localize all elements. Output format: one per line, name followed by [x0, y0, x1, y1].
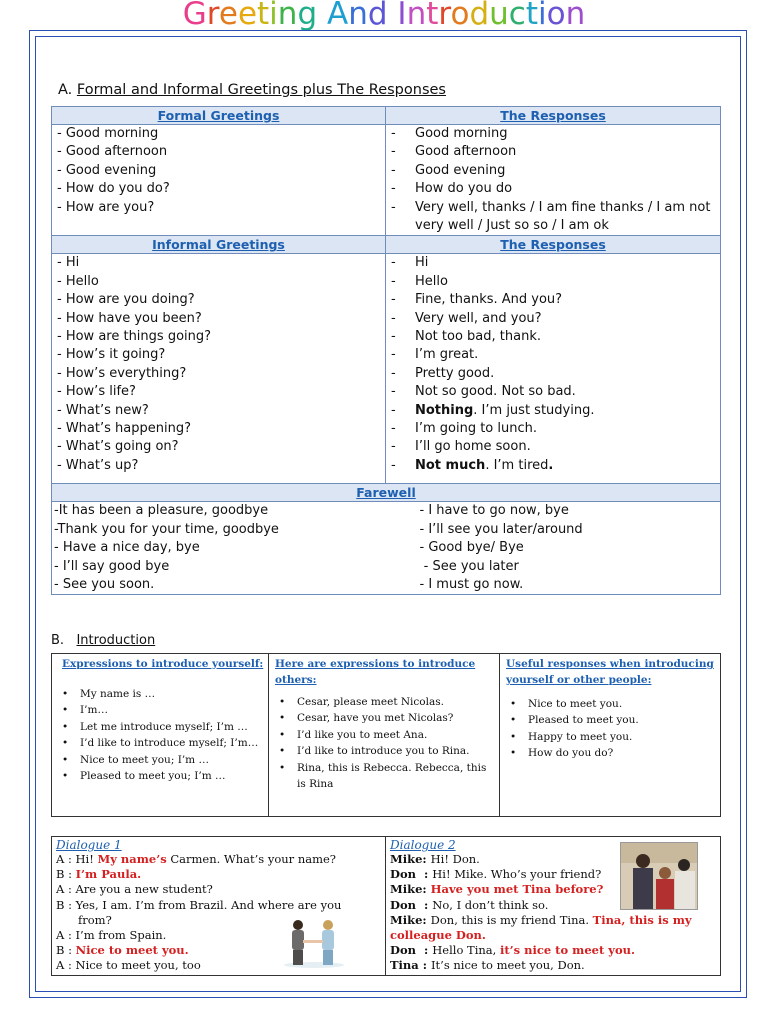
intro-responses-cell: [500, 654, 721, 817]
list-item: • I’m…: [56, 702, 264, 718]
list-item: - How’s it going?: [57, 347, 166, 363]
list-item: - Good bye/ Bye: [419, 540, 524, 556]
title-letter: [317, 0, 327, 32]
title-letter: n: [565, 0, 586, 32]
list-item: • Pleased to meet you; I’m …: [56, 768, 264, 784]
dialogue-line: A : Hi! My name’s Carmen. What’s your name?: [56, 852, 336, 866]
list-item: • My name is …: [56, 686, 264, 702]
section-a-title: Formal and Informal Greetings plus The Responses: [76, 82, 446, 98]
list-item: - How are you?: [57, 199, 155, 215]
list-item: • How do you do?: [504, 745, 716, 761]
intro-yourself-heading: Expressions to introduce yourself:: [62, 658, 264, 670]
list-item: • Let me introduce myself; I’m …: [56, 719, 264, 735]
title-letter: e: [218, 0, 238, 32]
list-item: • Nice to meet you; I’m …: [56, 752, 264, 768]
list-item: - Fine, thanks. And you?: [391, 292, 563, 308]
list-item: - What’s going on?: [57, 439, 179, 455]
title-letter: o: [450, 0, 470, 32]
title-letter: G: [182, 0, 207, 32]
list-item: - I’ll go home soon.: [391, 439, 531, 455]
dialogue-line: Mike: Don, this is my friend Tina. Tina, this is my: [390, 912, 692, 927]
list-item: • Rina, this is Rebecca. Rebecca, this is Rina: [273, 760, 495, 793]
list-item: - I must go now.: [419, 576, 524, 592]
introduction-table: [51, 653, 721, 817]
title-letter: r: [438, 0, 451, 32]
title-letter: n: [406, 0, 427, 32]
title-letter: o: [546, 0, 566, 32]
page-title: [0, 0, 768, 34]
dialogue-line: from?: [78, 912, 112, 927]
title-letter: c: [508, 0, 526, 32]
list-item: - Very well, thanks / I am fine thanks / I am not very well / Just so so / I am ok: [391, 199, 711, 233]
formal-responses-header: The Responses: [386, 107, 721, 125]
section-a-letter: A.: [58, 82, 73, 98]
dialogue-1-title: Dialogue 1: [56, 838, 122, 852]
list-item: - How’s life?: [57, 384, 136, 400]
list-item: - How do you do?: [57, 181, 170, 197]
informal-greetings-cell: [52, 254, 386, 484]
title-letter: t: [525, 0, 538, 32]
title-letter: n: [348, 0, 368, 32]
three-people-meeting-photo: [620, 842, 698, 910]
title-letter: t: [426, 0, 439, 32]
list-item: - Good evening: [57, 162, 157, 178]
section-b-letter: B.: [51, 633, 65, 648]
list-item: • Pleased to meet you.: [504, 712, 716, 728]
list-item: - Hi: [391, 255, 429, 271]
list-item: - Nothing. I’m just studying.: [391, 402, 595, 418]
dialogue-line: Don : No, I don’t think so.: [390, 897, 549, 912]
list-item: - I have to go now, bye: [419, 503, 569, 519]
list-item: - How have you been?: [57, 310, 202, 326]
title-letter: i: [537, 0, 547, 32]
title-letter: t: [257, 0, 270, 32]
list-item: - Good afternoon: [57, 144, 168, 160]
title-letter: [388, 0, 398, 32]
informal-greetings-header: Informal Greetings: [52, 236, 386, 254]
list-item: - Good morning: [57, 126, 159, 141]
list-item: - Have a nice day, bye: [54, 540, 200, 556]
title-letter: d: [367, 0, 388, 32]
intro-responses-heading: Useful responses when introducing yourself or other people:: [506, 658, 714, 686]
farewell-right-cell: [386, 502, 721, 595]
dialogue-line: Mike: Have you met Tina before?: [390, 882, 604, 897]
dialogue-line: B : Yes, I am. I’m from Brazil. And where are you: [56, 897, 342, 912]
list-item: • Happy to meet you.: [504, 729, 716, 745]
dialogue-line: B : I’m Paula.: [56, 867, 142, 882]
intro-yourself-cell: [52, 654, 269, 817]
list-item: - What’s happening?: [57, 420, 191, 436]
informal-responses-header: The Responses: [386, 236, 721, 254]
title-letter: d: [469, 0, 490, 32]
formal-responses-cell: [386, 125, 721, 236]
informal-responses-cell: [386, 254, 721, 484]
list-item: • I’d like to introduce myself; I’m…: [56, 735, 264, 751]
list-item: - I’m great.: [391, 347, 479, 363]
dialogue-line: A : Nice to meet you, too: [56, 958, 201, 973]
list-item: - Hello: [57, 273, 99, 289]
list-item: - Good afternoon: [391, 144, 517, 160]
title-letter: u: [489, 0, 509, 32]
dialogue-line: Don : Hi! Mike. Who’s your friend?: [390, 867, 602, 882]
list-item: - What’s new?: [57, 402, 149, 418]
dialogue-line: Tina : It’s nice to meet you, Don.: [390, 958, 585, 973]
title-letter: g: [297, 0, 318, 32]
list-item: - Not too bad, thank.: [391, 328, 541, 344]
dialogue-line: A : Are you a new student?: [56, 882, 213, 897]
list-item: - How do you do: [391, 181, 513, 197]
list-item: - I’ll say good bye: [54, 558, 170, 574]
list-item: -It has been a pleasure, goodbye: [54, 503, 269, 519]
intro-others-heading: Here are expressions to introduce others:: [275, 658, 476, 686]
intro-others-cell: [269, 654, 500, 817]
two-women-handshake-image: [279, 913, 349, 969]
dialogue-2-title: Dialogue 2: [390, 838, 456, 852]
list-item: - How are things going?: [57, 328, 212, 344]
section-b-heading: [51, 633, 155, 648]
dialogue-line: colleague Don.: [390, 928, 486, 943]
greetings-table: [51, 106, 721, 595]
farewell-header: Farewell: [52, 484, 721, 502]
list-item: - How are you doing?: [57, 292, 195, 308]
title-letter: i: [269, 0, 278, 32]
title-letter: n: [277, 0, 298, 32]
list-item: - Hi: [57, 255, 80, 271]
list-item: - Very well, and you?: [391, 310, 542, 326]
dialogue-line: Don : Hello Tina, it’s nice to meet you.: [390, 943, 636, 958]
farewell-left-cell: [52, 502, 386, 595]
list-item: - I’m going to lunch.: [391, 420, 537, 436]
list-item: • I’d like you to meet Ana.: [273, 727, 495, 743]
list-item: - What’s up?: [57, 457, 139, 473]
list-item: • Cesar, please meet Nicolas.: [273, 694, 495, 710]
formal-greetings-header: Formal Greetings: [52, 107, 386, 125]
section-b-title: Introduction: [76, 633, 156, 648]
list-item: - Hello: [391, 273, 448, 289]
section-a-heading: [58, 82, 446, 98]
title-letter: I: [397, 0, 407, 32]
list-item: - I’ll see you later/around: [419, 521, 583, 537]
dialogue-line: A : I’m from Spain.: [56, 928, 167, 943]
title-letter: r: [206, 0, 219, 32]
list-item: - How’s everything?: [57, 365, 187, 381]
dialogue-line: Mike: Hi! Don.: [390, 852, 480, 866]
list-item: - Good morning: [391, 126, 508, 141]
title-letter: A: [327, 0, 349, 32]
formal-greetings-cell: [52, 125, 386, 236]
list-item: -Thank you for your time, goodbye: [54, 521, 279, 537]
list-item: • I’d like to introduce you to Rina.: [273, 743, 495, 759]
list-item: - See you later: [419, 558, 519, 574]
dialogue-line: B : Nice to meet you.: [56, 943, 189, 958]
list-item: - Good evening: [391, 162, 506, 178]
list-item: - See you soon.: [54, 576, 155, 592]
list-item: • Cesar, have you met Nicolas?: [273, 710, 495, 726]
list-item: • Nice to meet you.: [504, 696, 716, 712]
list-item: - Pretty good.: [391, 365, 495, 381]
title-letter: e: [237, 0, 258, 32]
list-item: - Not so good. Not so bad.: [391, 384, 576, 400]
list-item: - Not much. I’m tired.: [391, 457, 554, 473]
